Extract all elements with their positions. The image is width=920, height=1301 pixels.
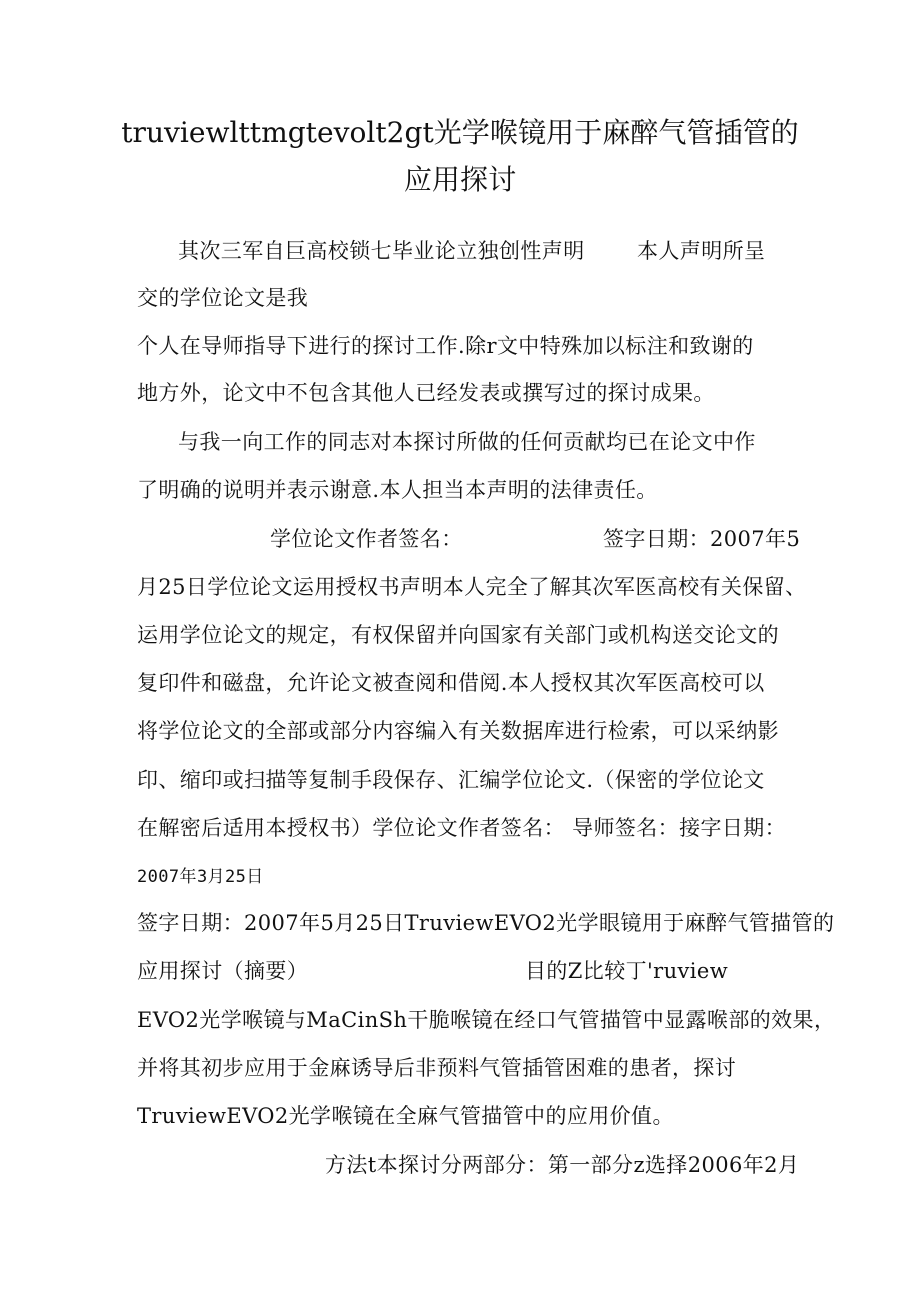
- paragraph-line: 其次三军自巨高校锁七毕业论立独创性声明: [178, 239, 585, 263]
- paragraph-line: 将学位论文的全部或部分内容编入有关数据库进行检索，可以采纳影: [137, 719, 779, 743]
- paragraph-line: 方法t本探讨分两部分：第一部分z选择2006年2月: [325, 1153, 800, 1177]
- paragraph-line: 个人在导师指导下进行的探讨工作.除r文中特殊加以标注和致谢的: [137, 334, 754, 358]
- paragraph-line: 与我一向工作的同志对本探讨所做的任何贡献均已在论文中作: [178, 430, 756, 454]
- paragraph-line: 印、缩印或扫描等复制手段保存、汇编学位论文.（保密的学位论文: [137, 768, 765, 792]
- paragraph-line: 签字日期：2007年5月25日TruviewEVO2光学眼镜用于麻醉气管描管的: [137, 911, 835, 935]
- signature-date: 签字日期：2007年5: [603, 527, 801, 551]
- document-title-line-2: 应用探讨: [403, 163, 517, 196]
- paragraph-line: 了明确的说明并表示谢意.本人担当本声明的法律责任。: [137, 478, 658, 502]
- paragraph-line: 交的学位论文是我: [137, 286, 309, 310]
- paragraph-line: 运用学位论文的规定，有权保留并向国家有关部门或机构送交论文的: [137, 623, 779, 647]
- paragraph-line: 地方外，论文中不包含其他人已经发表或撰写过的探讨成果。: [137, 381, 715, 405]
- abstract-heading: 应用探讨（摘要）: [137, 959, 309, 983]
- date-line: 2007年3月25日: [137, 867, 264, 887]
- paragraph-line: 并将其初步应用于金麻诱导后非预料气管插管困难的患者，探讨: [137, 1056, 737, 1080]
- paragraph-line: TruviewEVO2光学喉镜在全麻气管描管中的应用价值。: [137, 1104, 674, 1128]
- signature-label: 学位论文作者签名：: [270, 527, 463, 551]
- paragraph-line: 复印件和磁盘，允许论文被查阅和借阅.本人授权其次军医高校可以: [137, 671, 765, 695]
- paragraph-line: 月25日学位论文运用授权书声明本人完全了解其次军医高校有关保留、: [137, 575, 807, 599]
- paragraph-line: EVO2光学喉镜与MaCinSh干脆喉镜在经口气管描管中显露喉部的效果，: [137, 1008, 836, 1032]
- paragraph-line: 在解密后适用本授权书）学位论文作者签名： 导师签名：接字日期：: [137, 816, 787, 840]
- document-title-line-1: truviewlttmgtevolt2gt光学喉镜用于麻醉气管插管的: [121, 116, 799, 149]
- paragraph-line: 本人声明所呈: [637, 239, 766, 263]
- paragraph-line: 目的Z比较丁'ruview: [525, 959, 729, 983]
